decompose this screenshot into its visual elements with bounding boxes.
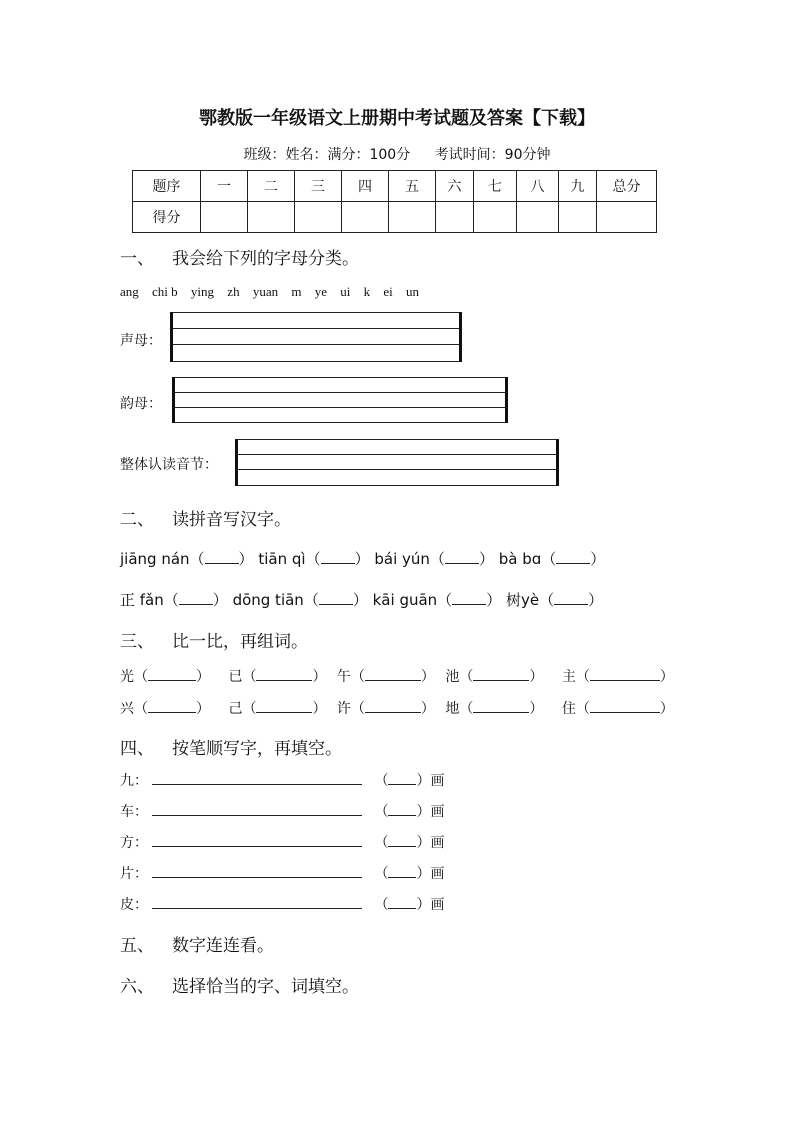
table-header-cell: 一 — [201, 171, 248, 202]
compare-row-2 — [120, 698, 674, 718]
answer-blank[interactable] — [556, 549, 590, 564]
stroke-count-blank[interactable] — [388, 863, 416, 878]
pinyin-row-1 — [120, 548, 605, 569]
pinyin-item: 正 fǎn（ ） — [120, 591, 228, 609]
stroke-char: 片： — [120, 866, 148, 882]
compare-item: 己（ ） — [228, 698, 332, 718]
compare-item: 池（ ） — [445, 666, 557, 686]
stroke-order-line[interactable] — [152, 803, 362, 816]
compare-item: 已（ ） — [228, 666, 332, 686]
answer-blank[interactable] — [452, 590, 486, 605]
answer-blank[interactable] — [365, 666, 421, 681]
answer-blank[interactable] — [148, 666, 196, 681]
exam-time: 考试时间：90分钟 — [434, 147, 551, 163]
compare-item: 光（ ） — [120, 666, 224, 686]
score-cell[interactable] — [559, 202, 597, 233]
answer-blank[interactable] — [554, 590, 588, 605]
score-cell[interactable] — [295, 202, 342, 233]
letter-item: un — [406, 284, 420, 299]
section-text: 按笔顺写字，再填空。 — [172, 739, 342, 759]
table-header-cell: 二 — [248, 171, 295, 202]
score-cell[interactable] — [597, 202, 657, 233]
compare-item: 住（ ） — [562, 698, 674, 718]
compare-item: 地（ ） — [445, 698, 557, 718]
section-text: 比一比，再组词。 — [172, 632, 308, 652]
letter-item: k — [363, 284, 371, 299]
answer-blank[interactable] — [590, 698, 660, 713]
answer-blank[interactable] — [148, 698, 196, 713]
stroke-row: 车： （ ）画 — [120, 801, 444, 821]
category-label-initials: 声母： — [120, 333, 162, 349]
score-cell[interactable] — [201, 202, 248, 233]
section-5-heading — [120, 931, 274, 956]
letter-item: chi b — [152, 284, 178, 299]
section-text: 选择恰当的字、词填空。 — [172, 977, 359, 997]
pinyin-item: kāi guān（ ） — [372, 591, 502, 609]
section-number: 五、 — [120, 936, 154, 956]
class-name-score: 班级：姓名：满分：100分 — [243, 147, 411, 163]
score-table-header-row — [133, 171, 657, 202]
letter-list — [120, 284, 429, 300]
table-header-cell: 四 — [342, 171, 389, 202]
table-header-cell: 总分 — [597, 171, 657, 202]
stroke-count-blank[interactable] — [388, 770, 416, 785]
table-header-cell: 三 — [295, 171, 342, 202]
answer-blank[interactable] — [256, 666, 312, 681]
score-cell[interactable] — [248, 202, 295, 233]
section-4-heading — [120, 734, 342, 759]
letter-item: ei — [383, 284, 393, 299]
compare-row-1 — [120, 666, 674, 686]
section-2-heading — [120, 505, 291, 530]
table-header-cell: 九 — [559, 171, 597, 202]
stroke-row: 九： （ ）画 — [120, 770, 444, 790]
letter-item: ang — [120, 284, 139, 299]
section-1-heading — [120, 244, 359, 269]
category-label-syllables: 整体认读音节： — [120, 457, 218, 473]
writing-lines-finals[interactable] — [174, 377, 506, 423]
section-3-heading — [120, 627, 308, 652]
stroke-count-blank[interactable] — [388, 832, 416, 847]
section-number: 二、 — [120, 510, 154, 530]
answer-blank[interactable] — [256, 698, 312, 713]
category-label-finals: 韵母： — [120, 396, 162, 412]
section-number: 四、 — [120, 739, 154, 759]
table-header-cell: 七 — [474, 171, 517, 202]
stroke-char: 皮： — [120, 897, 148, 913]
score-cell[interactable] — [436, 202, 474, 233]
stroke-char: 车： — [120, 804, 148, 820]
letter-item: ui — [340, 284, 351, 299]
section-text: 数字连连看。 — [172, 936, 274, 956]
section-text: 读拼音写汉字。 — [172, 510, 291, 530]
pinyin-item: 树yè（ ） — [505, 591, 604, 609]
stroke-char: 方： — [120, 835, 148, 851]
pinyin-item: jiāng nán（ ） — [120, 550, 254, 568]
compare-item: 兴（ ） — [120, 698, 224, 718]
table-header-cell: 题序 — [133, 171, 201, 202]
table-row-label: 得分 — [133, 202, 201, 233]
score-cell[interactable] — [474, 202, 517, 233]
letter-item: yuan — [252, 284, 279, 299]
writing-lines-initials[interactable] — [172, 312, 460, 362]
writing-lines-syllables[interactable] — [237, 439, 557, 486]
stroke-count-blank[interactable] — [388, 894, 416, 909]
compare-item: 许（ ） — [337, 698, 441, 718]
section-6-heading — [120, 972, 359, 997]
answer-blank[interactable] — [321, 549, 355, 564]
letter-item: zh — [227, 284, 240, 299]
letter-item: ye — [314, 284, 328, 299]
score-table — [132, 170, 657, 233]
stroke-row: 方： （ ）画 — [120, 832, 444, 852]
stroke-order-line[interactable] — [152, 772, 362, 785]
stroke-char: 九： — [120, 773, 148, 789]
answer-blank[interactable] — [473, 698, 529, 713]
stroke-count-blank[interactable] — [388, 801, 416, 816]
section-number: 六、 — [120, 977, 154, 997]
section-number: 三、 — [120, 632, 154, 652]
answer-blank[interactable] — [205, 549, 239, 564]
answer-blank[interactable] — [445, 549, 479, 564]
table-header-cell: 六 — [436, 171, 474, 202]
letter-item: m — [291, 284, 302, 299]
score-cell[interactable] — [389, 202, 436, 233]
stroke-order-line[interactable] — [152, 834, 362, 847]
pinyin-item: bà bɑ（ ） — [498, 550, 606, 568]
letter-item: ying — [190, 284, 215, 299]
section-text: 我会给下列的字母分类。 — [172, 249, 359, 269]
answer-blank[interactable] — [365, 698, 421, 713]
score-cell[interactable] — [517, 202, 559, 233]
score-table-score-row — [133, 202, 657, 233]
page-title: 鄂教版一年级语文上册期中考试题及答案【下载】 — [199, 108, 595, 129]
pinyin-item: bái yún（ ） — [374, 550, 494, 568]
pinyin-item: dōng tiān（ ） — [232, 591, 368, 609]
table-header-cell: 八 — [517, 171, 559, 202]
score-cell[interactable] — [342, 202, 389, 233]
answer-blank[interactable] — [179, 590, 213, 605]
stroke-order-line[interactable] — [152, 896, 362, 909]
compare-item: 午（ ） — [337, 666, 441, 686]
stroke-order-line[interactable] — [152, 865, 362, 878]
pinyin-item: tiān qì（ ） — [258, 550, 370, 568]
stroke-row: 片： （ ）画 — [120, 863, 444, 883]
answer-blank[interactable] — [473, 666, 529, 681]
exam-info — [0, 144, 794, 164]
stroke-row: 皮： （ ）画 — [120, 894, 444, 914]
answer-blank[interactable] — [319, 590, 353, 605]
section-number: 一、 — [120, 249, 154, 269]
answer-blank[interactable] — [590, 666, 660, 681]
compare-item: 主（ ） — [562, 666, 674, 686]
pinyin-row-2 — [120, 589, 603, 610]
table-header-cell: 五 — [389, 171, 436, 202]
